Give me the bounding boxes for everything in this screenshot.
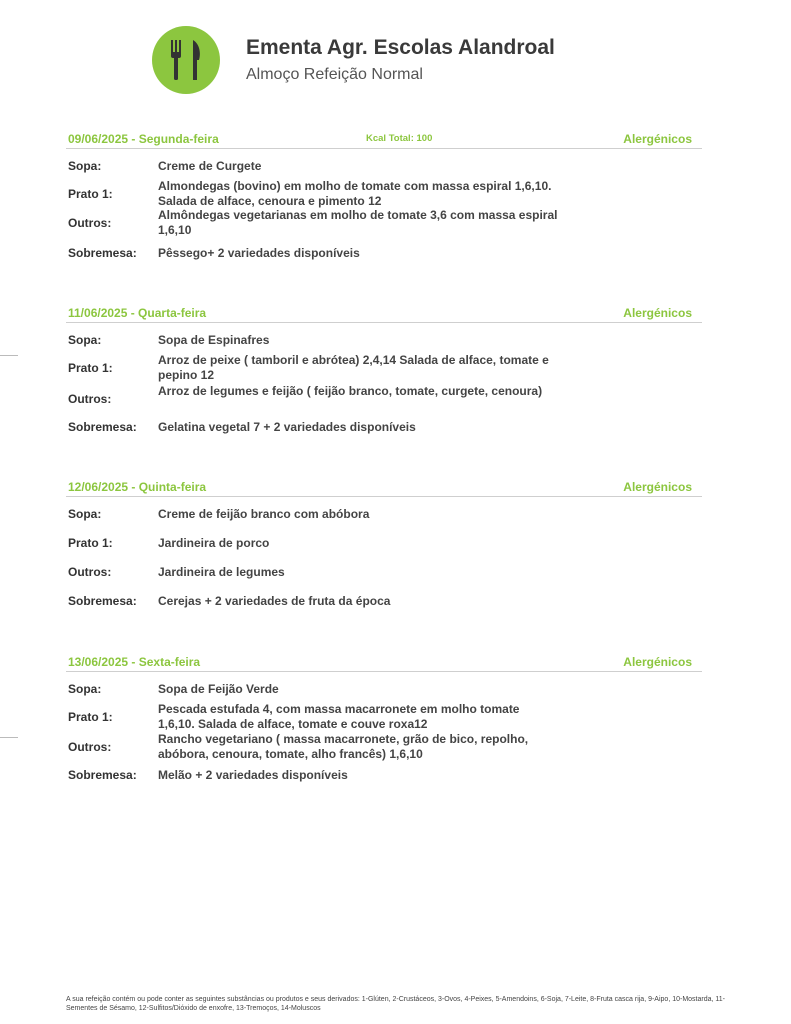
row-text: Creme de feijão branco com abóbora: [158, 507, 370, 521]
logo: [152, 26, 220, 94]
row-text: Sopa de Espinafres: [158, 333, 270, 347]
margin-mark: [0, 355, 18, 356]
row-label: Sobremesa:: [68, 594, 137, 608]
allergens-link[interactable]: Alergénicos: [623, 132, 692, 146]
row-text: Jardineira de porco: [158, 536, 270, 550]
allergens-link[interactable]: Alergénicos: [623, 480, 692, 494]
row-text: Rancho vegetariano ( massa macarronete, grão de bico, repolho, abóbora, cenoura, tomate, alho francês) 1,6,10: [158, 732, 529, 761]
allergen-footnote: A sua refeição contém ou pode conter as seguintes substâncias ou produtos e seus derivados: 1-Glúten, 2-Crustáceos, 3-Ovos, 4-Peixes, 5-Amendoins, 6-Soja, 7-Leite, 8-Fruta casca rija, 9-Aipo, 10-Mostarda, 11-Sementes de Sésamo, 12-Sulfitos/Dióxido de enxofre, 13-Tremoços, 14-Moluscos: [66, 996, 725, 1012]
day-date: 12/06/2025 - Quinta-feira: [68, 480, 207, 494]
row-label: Prato 1:: [68, 361, 113, 375]
day-header: [66, 655, 702, 672]
row-text: Arroz de legumes e feijão ( feijão branco, tomate, curgete, cenoura): [158, 384, 543, 398]
allergens-link[interactable]: Alergénicos: [623, 306, 692, 320]
day-section: [66, 480, 702, 630]
row-text: Creme de Curgete: [158, 159, 262, 173]
row-text: Melão + 2 variedades disponíveis: [158, 768, 348, 782]
cutlery-icon: [152, 26, 220, 94]
row-text: Cerejas + 2 variedades de fruta da época: [158, 594, 391, 608]
page-title: Ementa Agr. Escolas Alandroal: [246, 36, 555, 59]
row-label: Outros:: [68, 740, 112, 754]
row-text: Gelatina vegetal 7 + 2 variedades disponíveis: [158, 420, 416, 434]
row-text: Arroz de peixe ( tamboril e abrótea) 2,4,14 Salada de alface, tomate e pepino 12: [158, 353, 549, 382]
row-text: Pescada estufada 4, com massa macarronete em molho tomate 1,6,10. Salada de alface, tomate e couve roxa12: [158, 702, 520, 731]
row-text: Almôndegas vegetarianas em molho de tomate 3,6 com massa espiral 1,6,10: [158, 208, 558, 237]
row-label: Sobremesa:: [68, 420, 137, 434]
day-date: 11/06/2025 - Quarta-feira: [68, 306, 207, 320]
row-label: Sopa:: [68, 507, 102, 521]
row-label: Sobremesa:: [68, 246, 137, 260]
row-label: Prato 1:: [68, 536, 113, 550]
row-text: Pêssego+ 2 variedades disponíveis: [158, 246, 360, 260]
margin-mark: [0, 737, 18, 738]
day-header: [66, 480, 702, 497]
row-text: Jardineira de legumes: [158, 565, 285, 579]
row-label: Sopa:: [68, 682, 102, 696]
row-label: Prato 1:: [68, 710, 113, 724]
page-subtitle: Almoço Refeição Normal: [246, 66, 423, 83]
row-label: Prato 1:: [68, 187, 113, 201]
day-section: [66, 306, 702, 456]
row-label: Outros:: [68, 565, 112, 579]
kcal-total: Kcal Total: 100: [366, 133, 433, 144]
day-date: 09/06/2025 - Segunda-feira: [68, 132, 219, 146]
day-date: 13/06/2025 - Sexta-feira: [68, 655, 201, 669]
row-text: Sopa de Feijão Verde: [158, 682, 279, 696]
row-label: Sobremesa:: [68, 768, 137, 782]
day-section: [66, 655, 702, 805]
day-section: [66, 132, 702, 282]
row-label: Sopa:: [68, 159, 102, 173]
day-header: [66, 306, 702, 323]
allergens-link[interactable]: Alergénicos: [623, 655, 692, 669]
row-label: Outros:: [68, 392, 112, 406]
row-label: Sopa:: [68, 333, 102, 347]
row-text: Almondegas (bovino) em molho de tomate com massa espiral 1,6,10. Salada de alface, cenoura e pimento 12: [158, 179, 552, 208]
day-header: [66, 132, 702, 149]
row-label: Outros:: [68, 216, 112, 230]
